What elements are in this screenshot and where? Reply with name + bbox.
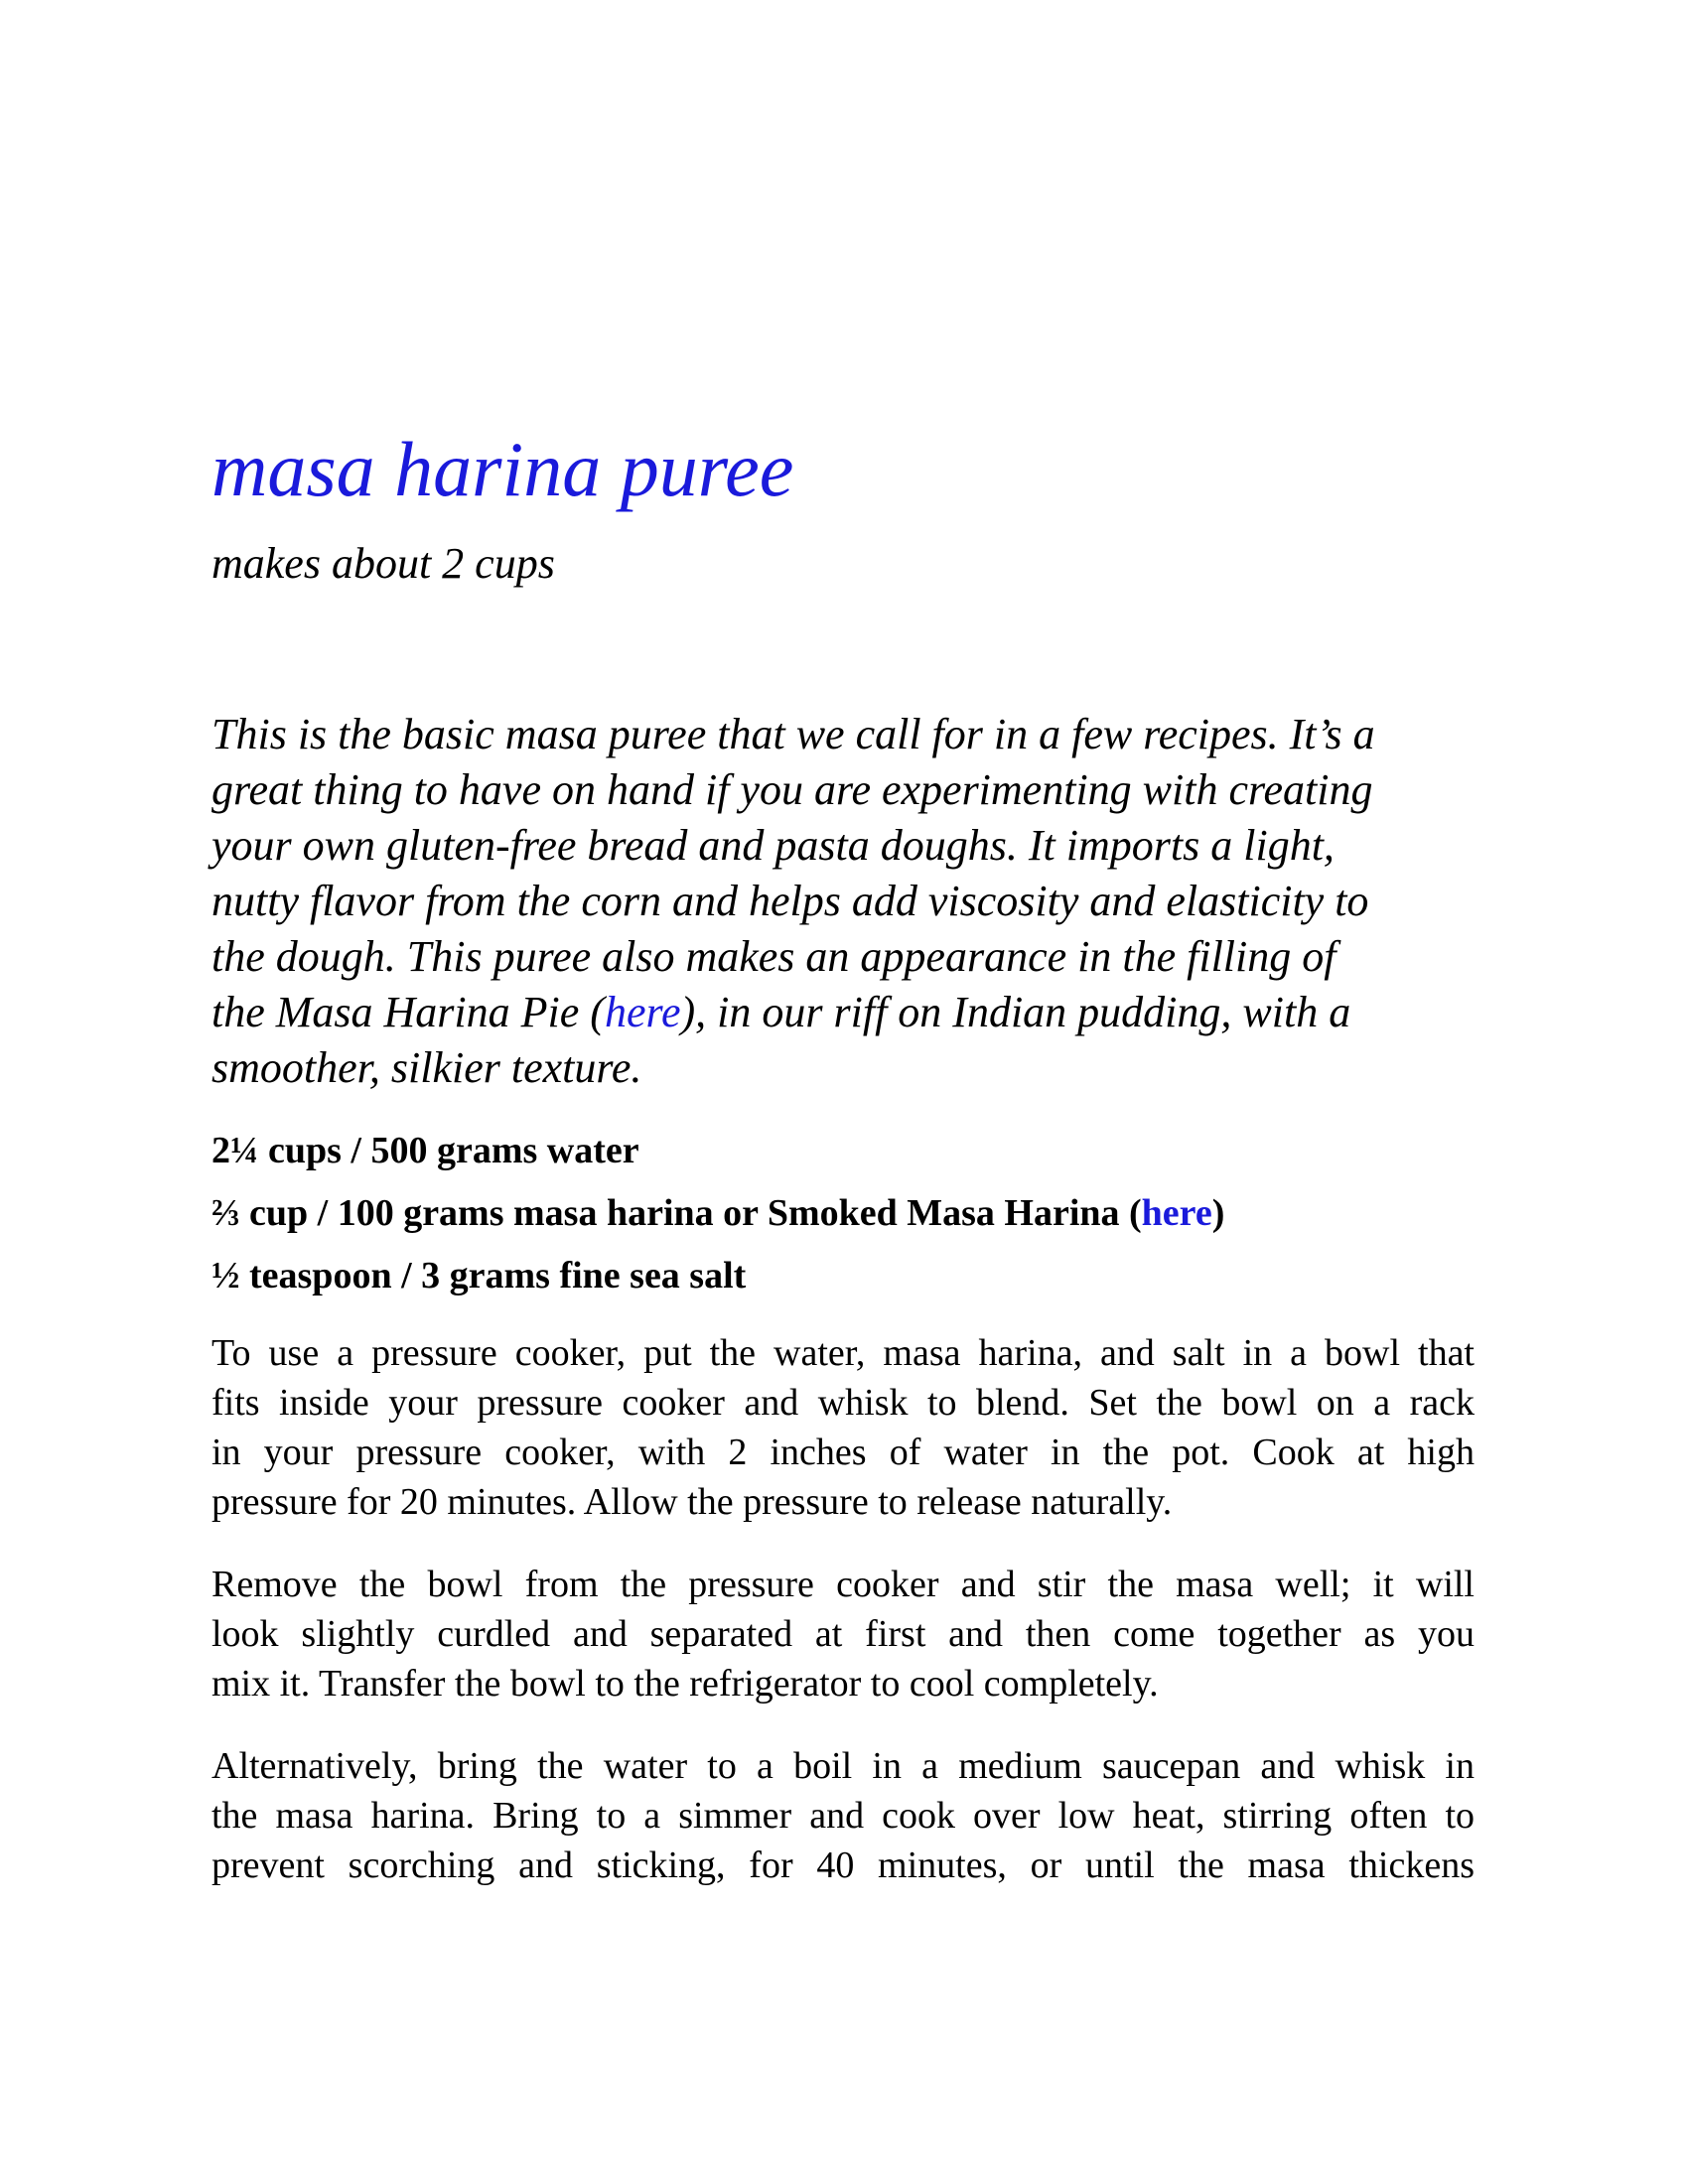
smoked-masa-harina-link[interactable]: here <box>1141 1192 1212 1234</box>
recipe-title: masa harina puree <box>211 426 794 512</box>
headnote-line: the dough. This puree also makes an appearance in the filling of <box>211 932 1336 981</box>
method-paragraph <box>211 1328 1475 1527</box>
ingredient-item: 2¼ cups / 500 grams water <box>211 1130 639 1171</box>
method-line: pressure for 20 minutes. Allow the pressure to release naturally. <box>211 1481 1173 1523</box>
ingredient-text: ⅔ cup / 100 grams masa harina or Smoked Masa Harina ( <box>211 1192 1142 1234</box>
ingredient-item <box>211 1182 1475 1245</box>
recipe-yield: makes about 2 cups <box>211 539 555 588</box>
headnote-line: smoother, silkier texture. <box>211 1043 642 1092</box>
headnote-line: great thing to have on hand if you are experimenting with creating <box>211 765 1373 814</box>
headnote-line: your own gluten-free bread and pasta doughs. It imports a light, <box>211 821 1335 870</box>
method-line: the masa harina. Bring to a simmer and cook over low heat, stirring often to <box>211 1795 1475 1837</box>
headnote-line: nutty flavor from the corn and helps add viscosity and elasticity to <box>211 877 1369 925</box>
method-paragraph <box>211 1560 1475 1708</box>
headnote-text: the Masa Harina Pie ( <box>211 988 605 1036</box>
ingredient-text: ) <box>1211 1192 1225 1234</box>
masa-harina-pie-link[interactable]: here <box>604 988 681 1036</box>
method-line: in your pressure cooker, with 2 inches of water in the pot. Cook at high <box>211 1432 1475 1473</box>
ingredient-item: ½ teaspoon / 3 grams fine sea salt <box>211 1255 747 1297</box>
headnote-text: ), in our riff on Indian pudding, with a <box>680 988 1351 1036</box>
ingredient-list <box>211 1120 1475 1307</box>
headnote-line: This is the basic masa puree that we call for in a few recipes. It’s a <box>211 710 1375 758</box>
method-line: look slightly curdled and separated at first and then come together as you <box>211 1613 1475 1655</box>
method-line: fits inside your pressure cooker and whisk to blend. Set the bowl on a rack <box>211 1382 1475 1424</box>
method-line: Alternatively, bring the water to a boil in a medium saucepan and whisk in <box>211 1745 1475 1787</box>
method-steps <box>211 1328 1475 1923</box>
method-paragraph <box>211 1741 1475 1890</box>
method-line: To use a pressure cooker, put the water, masa harina, and salt in a bowl that <box>211 1332 1475 1374</box>
method-line: prevent scorching and sticking, for 40 minutes, or until the masa thickens <box>211 1844 1475 1886</box>
recipe-headnote <box>211 707 1475 1096</box>
document-page <box>211 0 1475 2184</box>
method-line: mix it. Transfer the bowl to the refrigerator to cool completely. <box>211 1663 1159 1705</box>
headnote-line <box>211 985 1475 1040</box>
method-line: Remove the bowl from the pressure cooker and stir the masa well; it will <box>211 1564 1475 1605</box>
